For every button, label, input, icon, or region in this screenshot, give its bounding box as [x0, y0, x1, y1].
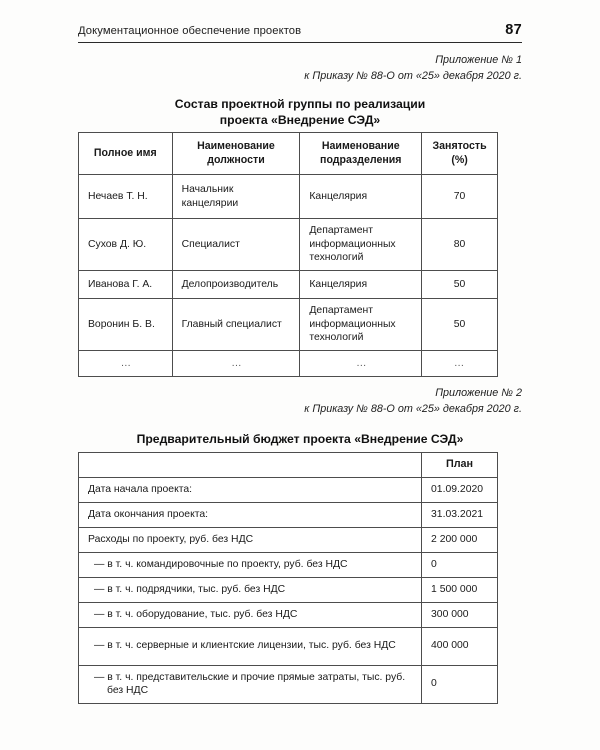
table-row [79, 602, 498, 627]
cell-budget-plan: 1 500 000 [422, 577, 498, 602]
page-number: 87 [505, 22, 522, 38]
table-row-ellipsis [79, 351, 498, 377]
cell-department: … [300, 351, 422, 377]
column-header-department-line-1: Наименование [321, 140, 400, 152]
table-row [79, 577, 498, 602]
cell-position: Главный специалист [172, 299, 300, 351]
cell-budget-plan: 400 000 [422, 627, 498, 665]
column-header-position [172, 133, 300, 175]
appendix-2-label: Приложение № 2 [435, 387, 522, 399]
cell-budget-item: — в т. ч. командировочные по проекту, руб. без НДС [79, 552, 422, 577]
cell-budget-plan: 0 [422, 665, 498, 703]
cell-full-name: Нечаев Т. Н. [79, 175, 173, 219]
cell-position: Делопроизводитель [172, 271, 300, 299]
cell-budget-item: — в т. ч. оборудование, тыс. руб. без НДС [79, 602, 422, 627]
cell-budget-item: Расходы по проекту, руб. без НДС [79, 527, 422, 552]
cell-department: Канцелярия [300, 271, 422, 299]
cell-full-name: … [79, 351, 173, 377]
appendix-1-reference [78, 52, 522, 84]
table-row [79, 299, 498, 351]
cell-budget-item: Дата начала проекта: [79, 477, 422, 502]
running-head-title: Документационное обеспечение проектов [78, 25, 302, 37]
appendix-1-title [78, 96, 522, 128]
table-row [79, 665, 498, 703]
cell-budget-item: — в т. ч. серверные и клиентские лицензии, тыс. руб. без НДС [79, 627, 422, 665]
table-row [79, 502, 498, 527]
column-header-position-line-2: должности [207, 153, 265, 166]
cell-position: … [172, 351, 300, 377]
cell-workload: 50 [422, 271, 498, 299]
cell-budget-item: Дата окончания проекта: [79, 502, 422, 527]
table-row [79, 219, 498, 271]
cell-budget-item: — в т. ч. представительские и прочие прямые затраты, тыс. руб. без НДС [79, 665, 422, 703]
column-header-workload [422, 133, 498, 175]
cell-workload: 50 [422, 299, 498, 351]
project-budget-table [78, 452, 498, 704]
cell-full-name: Сухов Д. Ю. [79, 219, 173, 271]
column-header-department-line-2: подразделения [320, 153, 402, 166]
column-header-department [300, 133, 422, 175]
cell-department: Канцелярия [300, 175, 422, 219]
project-team-table [78, 132, 498, 377]
cell-budget-plan: 31.03.2021 [422, 502, 498, 527]
cell-budget-plan: 0 [422, 552, 498, 577]
cell-position: Начальник канцелярии [172, 175, 300, 219]
column-header-plan: План [422, 453, 498, 478]
column-header-position-line-1: Наименование [197, 140, 275, 152]
cell-department: Департамент информационных технологий [300, 219, 422, 271]
table-header-row [79, 133, 498, 175]
appendix-1-label: Приложение № 1 [435, 54, 522, 66]
cell-workload: 70 [422, 175, 498, 219]
cell-full-name: Иванова Г. А. [79, 271, 173, 299]
column-header-full-name: Полное имя [79, 133, 173, 175]
appendix-1-title-line-1: Состав проектной группы по реализации [174, 97, 426, 111]
appendix-1-title-line-2: проекта «Внедрение СЭД» [219, 113, 381, 127]
table-row [79, 477, 498, 502]
column-header-item [79, 453, 422, 478]
cell-full-name: Воронин Б. В. [79, 299, 173, 351]
running-head [78, 22, 522, 43]
table-row [79, 527, 498, 552]
appendix-2-order-ref: к Приказу № 88-О от «25» декабря 2020 г. [304, 403, 522, 415]
cell-workload: 80 [422, 219, 498, 271]
cell-budget-item: — в т. ч. подрядчики, тыс. руб. без НДС [79, 577, 422, 602]
column-header-workload-line-2: (%) [451, 153, 468, 166]
cell-budget-plan: 2 200 000 [422, 527, 498, 552]
appendix-2-reference [78, 385, 522, 417]
table-row [79, 175, 498, 219]
table-row [79, 627, 498, 665]
table-header-row [79, 453, 498, 478]
cell-budget-plan: 01.09.2020 [422, 477, 498, 502]
table-row [79, 552, 498, 577]
cell-position: Специалист [172, 219, 300, 271]
table-row [79, 271, 498, 299]
cell-workload: … [422, 351, 498, 377]
appendix-2-title: Предварительный бюджет проекта «Внедрение СЭД» [136, 432, 464, 446]
column-header-workload-line-1: Занятость [432, 140, 487, 152]
cell-department: Департамент информационных технологий [300, 299, 422, 351]
cell-budget-plan: 300 000 [422, 602, 498, 627]
appendix-1-order-ref: к Приказу № 88-О от «25» декабря 2020 г. [304, 70, 522, 82]
